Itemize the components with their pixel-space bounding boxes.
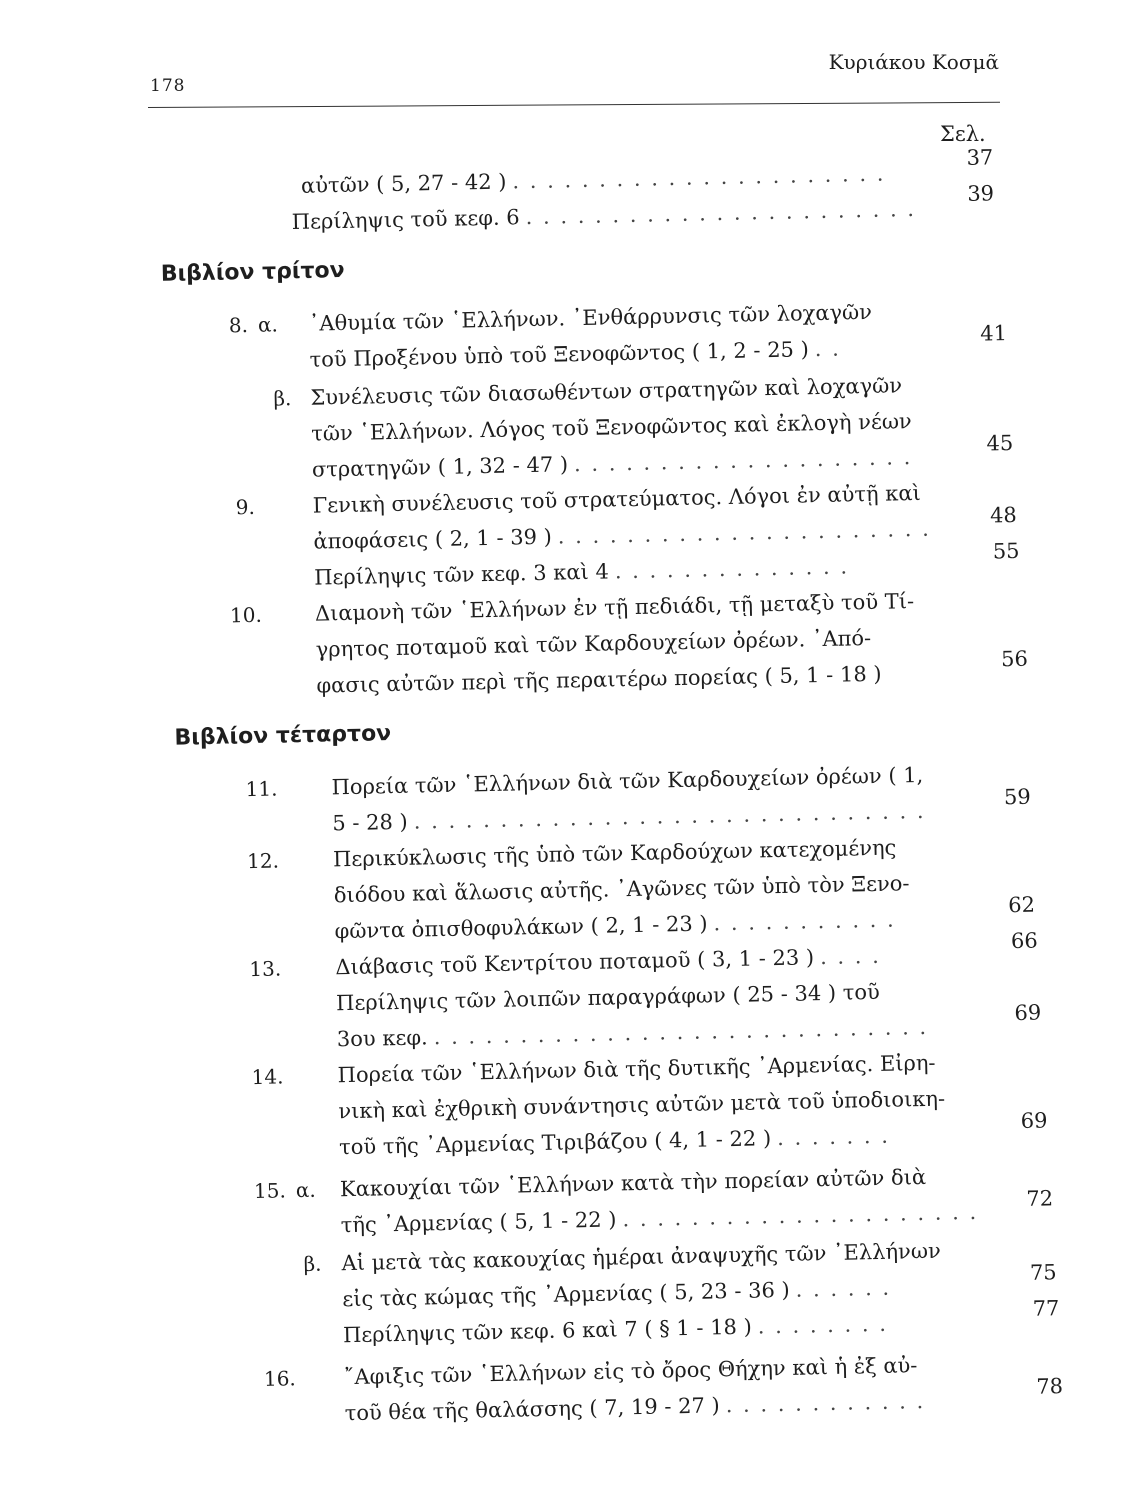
toc-page: 41	[979, 321, 1008, 346]
toc-page: 75	[1029, 1260, 1057, 1285]
toc-page: 62	[1007, 892, 1036, 918]
toc-line: Κακουχίαι τῶν ῾Ελλήνων κατὰ τὴν πορείαν αὐτῶν διὰ	[339, 1164, 927, 1202]
chapter-number: 8. α.	[228, 312, 279, 338]
toc-line: ῎Αφιξις τῶν ῾Ελλήνων εἰς τὸ ὄρος Θήχην καὶ ἡ ἐξ αὐ-	[343, 1353, 918, 1390]
chapter-subitem: β.	[303, 1251, 322, 1277]
chapter-subitem: β.	[273, 386, 292, 411]
toc-line: Συνέλευσις τῶν διασωθέντων στρατηγῶν καὶ λοχαγῶν	[310, 373, 903, 410]
section-heading-book3: Βιβλίον τρίτον	[160, 257, 345, 287]
toc-line: αὐτῶν ( 5, 27 - 42 ) . . . . . . . . . . . . . . . . . . . . . .	[300, 161, 886, 198]
chapter-number: 12.	[246, 848, 280, 874]
toc-line: Περίληψις τῶν κεφ. 3 καὶ 4 . . . . . . . . . . . . . .	[313, 554, 850, 590]
toc-line: Πορεία τῶν ῾Ελλήνων διὰ τῶν Καρδουχείων ὀρέων ( 1,	[331, 762, 924, 800]
toc-line: Διάβασις τοῦ Κεντρίτου ποταμοῦ ( 3, 1 - 23 ) . . . .	[335, 943, 882, 980]
toc-page: 77	[1032, 1296, 1060, 1321]
toc-line: Γενικὴ συνέλευσις τοῦ στρατεύματος. Λόγοι ἐν αὐτῇ καὶ	[312, 480, 921, 518]
toc-line: τοῦ τῆς ᾿Αρμενίας Τιριβάζου ( 4, 1 - 22 ) . . . . . . .	[338, 1123, 891, 1160]
toc-line: τῶν ῾Ελλήνων. Λόγος τοῦ Ξενοφῶντος καὶ ἐκλογὴ νέων	[310, 409, 912, 446]
toc-page: 56	[1000, 646, 1029, 672]
chapter-number: 16.	[263, 1366, 297, 1391]
toc-line: τοῦ Προξένου ὑπὸ τοῦ Ξενοφῶντος ( 1, 2 - 25 ) . .	[309, 336, 842, 372]
toc-page: 69	[1020, 1108, 1048, 1133]
toc-line: φασις αὐτῶν περὶ τῆς περαιτέρω πορείας ( 5, 1 - 18 )	[316, 661, 882, 698]
page-column-label: Σελ.	[940, 122, 986, 146]
toc-line: Περικύκλωσις τῆς ὑπὸ τῶν Καρδούχων κατεχομένης	[332, 835, 897, 872]
toc-line: ἀποφάσεις ( 2, 1 - 39 ) . . . . . . . . . . . . . . . . . . . . . .	[313, 516, 931, 554]
page-number: 178	[150, 76, 186, 96]
chapter-number: 13.	[249, 956, 282, 982]
toc-line: γρητος ποταμοῦ καὶ τῶν Καρδουχείων ὀρέων. ᾿Από-	[315, 626, 872, 662]
toc-line: Περίληψις τῶν κεφ. 6 καὶ 7 ( § 1 - 18 ) . . . . . . . .	[342, 1311, 889, 1348]
toc-line: νικὴ καὶ ἐχθρικὴ συνάντησις αὐτῶν μετὰ τοῦ ὑποδιοικη-	[338, 1086, 946, 1124]
toc-line: φῶντα ὀπισθοφυλάκων ( 2, 1 - 23 ) . . . . . . . . . . .	[334, 907, 896, 944]
toc-line: Διαμονὴ τῶν ῾Ελλήνων ἐν τῇ πεδιάδι, τῇ μεταξὺ τοῦ Τί-	[314, 589, 915, 626]
toc-line: 3ου κεφ. . . . . . . . . . . . . . . . . . . . . . . . . . . . . .	[336, 1014, 929, 1052]
toc-page: 55	[992, 538, 1020, 564]
chapter-number: 14.	[251, 1064, 284, 1090]
section-heading-book4: Βιβλίον τέταρτον	[174, 721, 392, 751]
toc-line: διόδου καὶ ἅλωσις αὐτῆς. ᾿Αγῶνες τῶν ὑπὸ τὸν Ξενο-	[333, 871, 910, 908]
running-title: Κυριάκου Κοσμᾶ	[828, 50, 999, 74]
toc-page: 39	[967, 181, 995, 206]
chapter-number: 9.	[235, 494, 256, 520]
toc-line: Αἱ μετὰ τὰς κακουχίας ἡμέραι ἀναψυχῆς τῶν ᾿Ελλήνων	[341, 1238, 941, 1276]
toc-line: ᾿Αθυμία τῶν ῾Ελλήνων. ᾿Ενθάρρυνσις τῶν λοχαγῶν	[308, 299, 873, 336]
toc-page: 69	[1014, 1000, 1042, 1026]
toc-page: 37	[966, 145, 994, 170]
toc-page: 66	[1010, 928, 1038, 954]
chapter-number: 11.	[245, 776, 278, 802]
toc-page: 72	[1026, 1186, 1054, 1211]
toc-page: 48	[989, 502, 1018, 528]
toc-line: εἰς τὰς κώμας τῆς ᾿Αρμενίας ( 5, 23 - 36 ) . . . . . .	[342, 1275, 892, 1312]
toc-line: Πορεία τῶν ῾Ελλήνων διὰ τῆς δυτικῆς ᾿Αρμενίας. Εἰρη-	[337, 1050, 936, 1088]
toc-page: 45	[986, 430, 1014, 456]
chapter-number: 10.	[229, 602, 263, 628]
toc-line: τοῦ θέα τῆς θαλάσσης ( 7, 19 - 27 ) . . . . . . . . . . . .	[344, 1389, 926, 1426]
toc-line: Περίληψις τοῦ κεφ. 6 . . . . . . . . . . . . . . . . . . . . . . .	[291, 196, 917, 235]
toc-page: 78	[1036, 1374, 1064, 1399]
toc-line: τῆς ᾿Αρμενίας ( 5, 1 - 22 ) . . . . . . . . . . . . . . . . . . . . .	[340, 1199, 979, 1238]
toc-line: Περίληψις τῶν λοιπῶν παραγράφων ( 25 - 34 ) τοῦ	[335, 979, 880, 1016]
toc-line: 5 - 28 ) . . . . . . . . . . . . . . . . . . . . . . . . . . . . . .	[332, 798, 926, 836]
toc-line: στρατηγῶν ( 1, 32 - 47 ) . . . . . . . . . . . . . . . . . . . .	[311, 445, 913, 482]
chapter-number: 15. α.	[253, 1177, 316, 1204]
toc-page: 59	[1003, 784, 1031, 810]
